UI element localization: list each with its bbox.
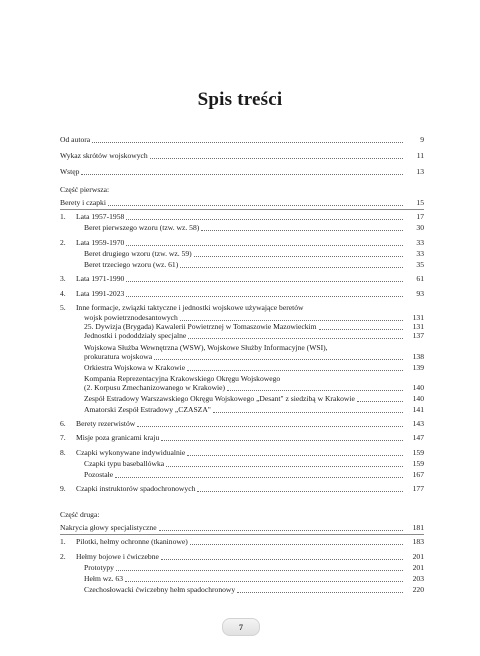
dot-leader (116, 570, 403, 571)
toc-entry-label: Misje poza granicami kraju (76, 433, 160, 442)
toc-entry-page: 201 (412, 563, 424, 572)
toc-entry-page: 61 (416, 274, 424, 283)
toc-entry (68, 258, 424, 270)
toc-entry-page: 181 (412, 523, 424, 532)
toc-entry (68, 403, 424, 415)
toc-entry-page: 33 (416, 249, 424, 258)
toc-entry-label: Beret pierwszego wzoru (tzw. wz. 58) (84, 223, 200, 232)
toc-entry-page: 11 (416, 151, 424, 160)
toc-entry-label: Inne formacje, związki taktyczne i jednostki wojskowe używające beretów (76, 303, 304, 312)
toc-entry-page: 203 (412, 574, 424, 583)
toc-entry-page: 30 (416, 223, 424, 232)
dot-leader (150, 158, 403, 159)
toc-entry-label: Czechosłowacki ćwiczebny hełm spadochronowy (84, 585, 236, 594)
toc-entry-label: Hełmy bojowe i ćwiczebne (76, 552, 159, 561)
dot-leader (108, 205, 403, 206)
toc-entry-label: Beret drugiego wzoru (tzw. wz. 59) (84, 249, 192, 258)
toc-entry (60, 272, 424, 284)
dot-leader (154, 359, 403, 360)
toc-entry-label: Berety rezerwistów (76, 419, 136, 428)
toc-entry-label: Pozostałe (84, 470, 114, 479)
toc-entry-page: 140 (412, 394, 424, 403)
toc-entry-page: 131 (412, 313, 424, 322)
toc-entry-page: 93 (416, 289, 424, 298)
dot-leader (126, 219, 403, 220)
dot-leader (126, 296, 403, 297)
toc-entry-label: prokuratura wojskowa (84, 352, 153, 361)
toc-entry-number: 9. (60, 484, 66, 493)
toc-entry-label: Lata 1971-1990 (76, 274, 125, 283)
dot-leader (166, 466, 403, 467)
toc-entry (60, 287, 424, 299)
dot-leader (125, 581, 403, 582)
toc-entry-page: 177 (412, 484, 424, 493)
toc-entry-label: (2. Korpusu Zmechanizowanego w Krakowie) (84, 383, 226, 392)
toc-entry-label: Beret trzeciego wzoru (wz. 61) (84, 260, 179, 269)
dot-leader (92, 142, 403, 143)
toc-entry-label: Nakrycia głowy specjalistyczne (60, 523, 157, 532)
toc-entry-label: Zespół Estradowy Warszawskiego Okręgu Wojskowego „Desant" z siedzibą w Krakowie (84, 394, 355, 403)
toc-entry-page: 220 (412, 585, 424, 594)
dot-leader (161, 559, 403, 560)
toc-entry-number: 2. (60, 238, 66, 247)
dot-leader (180, 267, 403, 268)
dot-leader (188, 338, 403, 339)
toc-entry-number: 1. (60, 212, 66, 221)
toc-entry-label: Pilotki, hełmy ochronne (tkaninowe) (76, 537, 188, 546)
toc-entry-label: Czapki instruktorów spadochronowych (76, 484, 196, 493)
toc-entry-label: Czapki typu baseballówka (84, 459, 165, 468)
page-title: Spis treści (197, 89, 283, 110)
dot-leader (227, 390, 403, 391)
toc-entry-page: 33 (416, 238, 424, 247)
toc-entry-page: 13 (416, 167, 424, 176)
toc-entry-label: Wstęp (60, 167, 80, 176)
toc-entry-page: 138 (412, 352, 424, 361)
dot-leader (137, 426, 403, 427)
toc-entry-label: Wojskowa Służba Wewnętrzna (WSW), Wojskowe Służby Informacyjne (WSI), (84, 343, 328, 352)
dot-leader (197, 491, 403, 492)
toc-entry-number: 6. (60, 419, 66, 428)
toc-entry-number: 8. (60, 448, 66, 457)
dot-leader (126, 281, 403, 282)
toc-entry-page: 141 (412, 405, 424, 414)
toc-entry-page: 17 (416, 212, 424, 221)
toc-entry (60, 482, 424, 494)
dot-leader (187, 370, 403, 371)
toc-entry-label: Amatorski Zespół Estradowy „CZASZA" (84, 405, 211, 414)
toc-entry-number: 7. (60, 433, 66, 442)
toc-entry (60, 196, 424, 208)
toc-entry-page: 167 (412, 470, 424, 479)
toc-entry-label: Prototypy (84, 563, 114, 572)
toc-entry-label: Berety i czapki (60, 198, 106, 207)
toc-entry (60, 133, 424, 145)
dot-leader (126, 245, 403, 246)
toc-entry-page: 143 (412, 419, 424, 428)
toc-entry-number: 1. (60, 537, 66, 546)
toc-entry-page: 140 (412, 383, 424, 392)
toc-entry-number: 2. (60, 552, 66, 561)
toc-entry-number: 3. (60, 274, 66, 283)
toc-entry (60, 149, 424, 161)
dot-leader (357, 401, 403, 402)
toc-entry-page: 131 (412, 322, 424, 331)
dot-leader (201, 230, 403, 231)
toc-entry-label: Lata 1959-1970 (76, 238, 125, 247)
dot-leader (187, 455, 403, 456)
toc-entry-page: 201 (412, 552, 424, 561)
dot-leader (213, 412, 403, 413)
toc-entry-label: Wykaz skrótów wojskowych (60, 151, 148, 160)
toc-entry-page: 159 (412, 448, 424, 457)
part-heading: Część druga: (60, 510, 100, 519)
dot-leader (81, 174, 403, 175)
toc-entry-page: 9 (420, 135, 424, 144)
toc-entry (60, 417, 424, 429)
page-number: 7 (239, 622, 243, 632)
toc-entry (68, 583, 424, 595)
toc-entry-label: Kompania Reprezentacyjna Krakowskiego Okręgu Wojskowego (84, 374, 281, 383)
toc-entry-page: 137 (412, 331, 424, 340)
toc-entry-label: Lata 1991-2023 (76, 289, 125, 298)
toc-entry-label: Orkiestra Wojskowa w Krakowie (84, 363, 186, 372)
dot-leader (161, 440, 403, 441)
dot-leader (194, 256, 403, 257)
toc-entry-label: Jednostki i pododdziały specjalne (84, 331, 187, 340)
dot-leader (190, 544, 403, 545)
toc-entry (68, 221, 424, 233)
toc-entry-label: Lata 1957-1958 (76, 212, 125, 221)
toc-entry (60, 521, 424, 533)
dot-leader (115, 477, 403, 478)
toc-entry-label: wojsk powietrznodesantowych (84, 313, 178, 322)
toc-entry-page: 159 (412, 459, 424, 468)
toc-entry-label: 25. Dywizja (Brygada) Kawalerii Powietrznej w Tomaszowie Mazowieckim (84, 322, 317, 331)
toc-entry-page: 147 (412, 433, 424, 442)
toc-entry-page: 183 (412, 537, 424, 546)
toc-entry (68, 468, 424, 480)
toc-entry-number: 5. (60, 303, 66, 312)
toc-entry (68, 329, 424, 341)
toc-entry-page: 139 (412, 363, 424, 372)
toc-entry-label: Hełm wz. 63 (84, 574, 124, 583)
toc-entry-page: 15 (416, 198, 424, 207)
toc-entry (60, 165, 424, 177)
toc-entry-number: 4. (60, 289, 66, 298)
page-number-badge (222, 618, 260, 636)
toc-entry-page: 35 (416, 260, 424, 269)
toc-entry (60, 431, 424, 443)
toc-entry (60, 535, 424, 547)
dot-leader (159, 530, 403, 531)
part-heading: Część pierwsza: (60, 185, 110, 194)
toc-entry-label: Od autora (60, 135, 91, 144)
dot-leader (237, 592, 403, 593)
toc-entry-label: Czapki wykonywane indywidualnie (76, 448, 186, 457)
